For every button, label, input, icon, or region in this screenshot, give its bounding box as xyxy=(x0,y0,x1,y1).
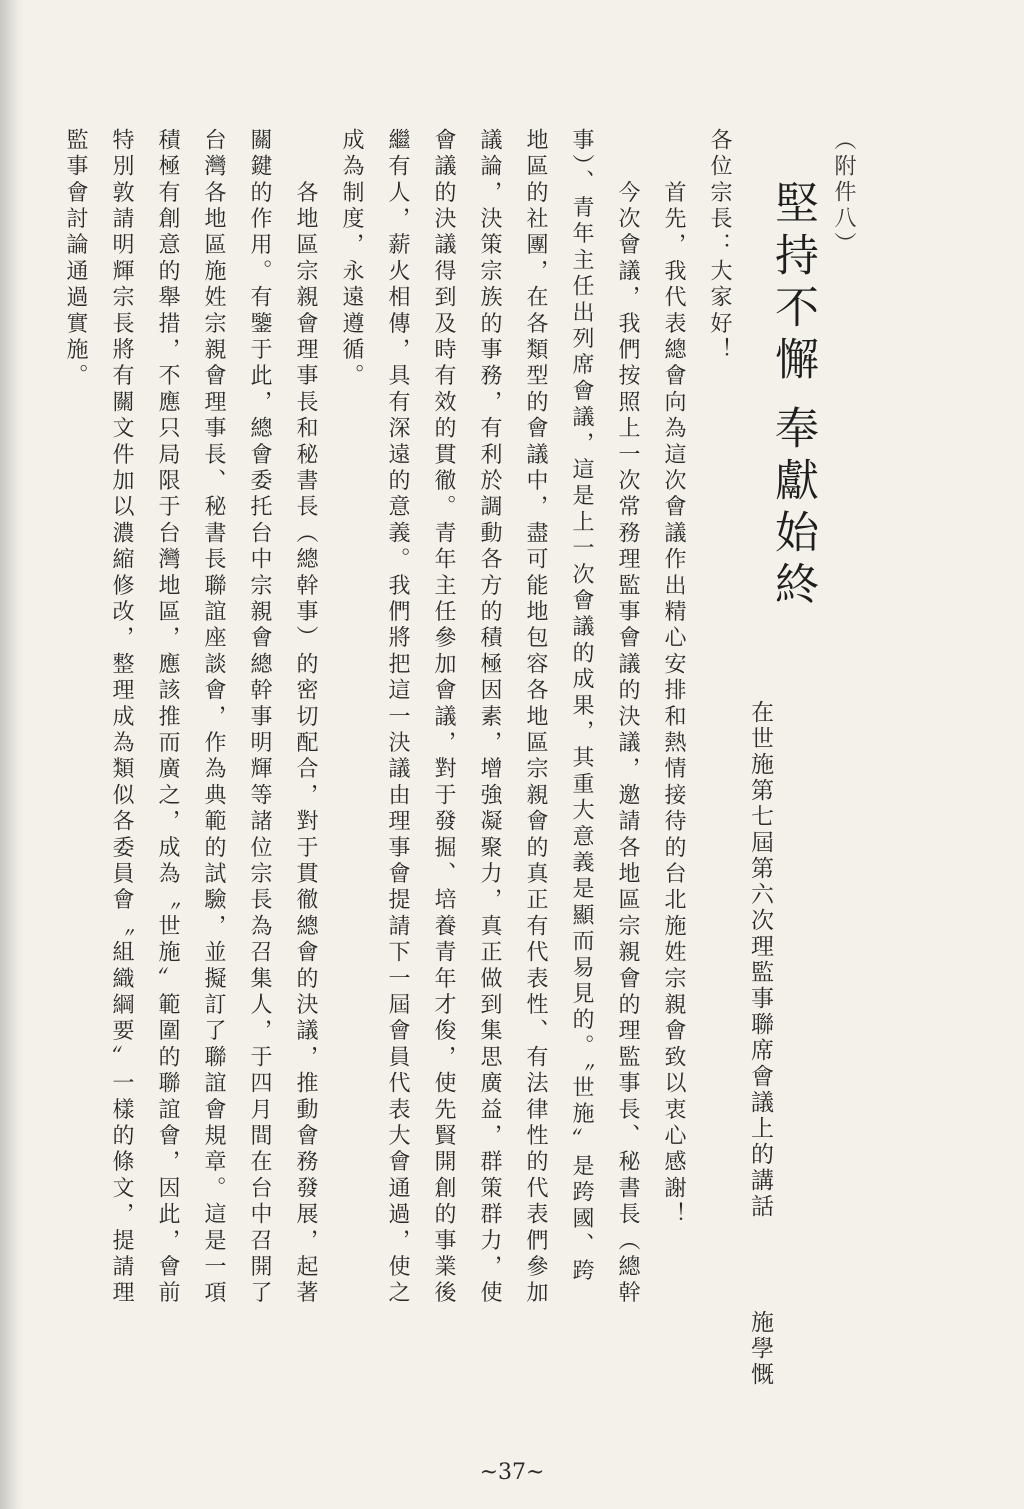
body-column: 關鍵的作用。有鑒于此，總會委托台中宗親會總幹事明輝等諸位宗長為召集人，于四月間在台中召開了 xyxy=(247,128,272,1307)
body-column: 繼有人，薪火相傳，具有深遠的意義。我們將把這一決議由理事會提請下一屆會員代表大會通過，使之 xyxy=(385,128,410,1307)
body-column: 特別敦請明輝宗長將有關文件加以濃縮修改，整理成為類似各委員會〝組織綱要〞一樣的條文，提請理 xyxy=(109,128,134,1307)
body-column: 首先，我代表總會向為這次會議作出精心安排和熱情接待的台北施姓宗親會致以衷心感謝！ xyxy=(661,128,686,1229)
body-column: 會議的決議得到及時有效的貫徹。青年主任參加會議，對于發掘、培養青年才俊，使先賢開創的事業後 xyxy=(431,128,456,1307)
author-name: 施學慨 xyxy=(747,1310,773,1388)
body-column: 議論，決策宗族的事務，有利於調動各方的積極因素，增強凝聚力，真正做到集思廣益，群策群力，使 xyxy=(477,128,502,1307)
body-column: 地區的社團，在各類型的會議中，盡可能地包容各地區宗親會的真正有代表性、有法律性的代表們參加 xyxy=(523,128,548,1307)
body-column: 成為制度，永遠遵循。 xyxy=(339,128,364,390)
attachment-label: （附件八） xyxy=(831,128,856,258)
body-column: 積極有創意的舉措，不應只局限于台灣地區，應該推而廣之，成為〝世施〞範圍的聯誼會，因此，會前 xyxy=(155,128,180,1307)
page-number: ~37~ xyxy=(479,1460,545,1485)
body-column: 今次會議，我們按照上一次常務理監事會議的決議，邀請各地區宗親會的理監事長、秘書長（總幹 xyxy=(615,128,640,1307)
speech-subtitle: 在世施第七屆第六次理監事聯席會議上的講話 xyxy=(747,700,773,1220)
title-part-2: 奉獻始終 xyxy=(767,405,818,613)
body-column: 各地區宗親會理事長和秘書長（總幹事）的密切配合，對于貫徹總會的決議，推動會務發展，起著 xyxy=(293,128,318,1307)
page-edge-shadow xyxy=(0,0,24,1509)
body-column: 事）、青年主任出列席會議，這是上一次會議的成果，其重大意義是顯而易見的。〝世施〞是跨國、跨 xyxy=(569,128,594,1285)
body-column: 各位宗長：大家好！ xyxy=(707,128,732,364)
body-column: 監事會討論通過實施。 xyxy=(63,128,88,390)
body-column: 台灣各地區施姓宗親會理事長、秘書長聯誼座談會，作為典範的試驗，並擬訂了聯誼會規章。這是一項 xyxy=(201,128,226,1307)
title-part-1: 堅持不懈 xyxy=(767,180,818,388)
